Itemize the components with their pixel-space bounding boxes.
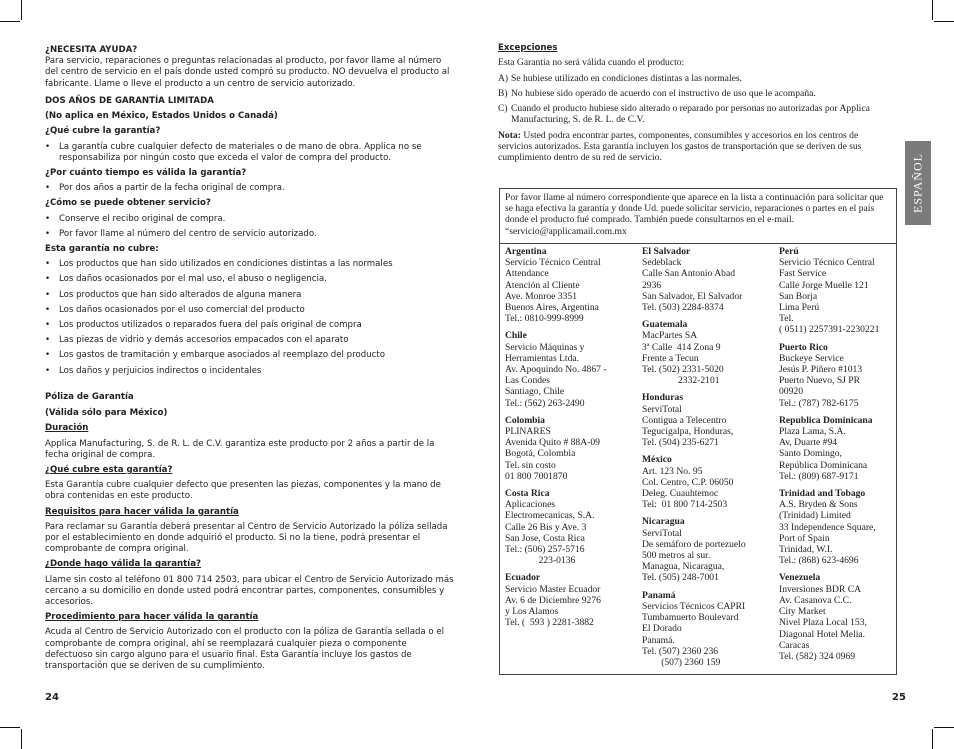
exception-text: Cuando el producto hubiese sido alterado o reparado por personas no autorizadas por Applica Manufacturing, S. de R. L. de C.V. bbox=[511, 103, 870, 126]
country-name: Perú bbox=[779, 246, 799, 257]
address-line: Av. Casanova C.C. bbox=[779, 594, 852, 606]
address-line: Tegucigalpa, Honduras, bbox=[642, 426, 734, 438]
country-name: Guatemala bbox=[642, 319, 688, 331]
country-name: Argentina bbox=[505, 246, 547, 257]
country-name: Chile bbox=[505, 330, 527, 342]
address-line: Caracas bbox=[779, 639, 810, 651]
list-item: • Los productos utilizados o reparados fuera del país original de compra bbox=[45, 320, 455, 331]
crop-mark bbox=[0, 21, 20, 22]
crop-mark bbox=[932, 729, 933, 749]
exceptions-title: Excepciones bbox=[498, 43, 558, 53]
address-line: Calle Jorge Muelle 121 bbox=[779, 279, 869, 291]
exception-item bbox=[498, 88, 898, 99]
exception-text: Se hubiese utilizado en condiciones distintas a las normales. bbox=[511, 72, 742, 84]
exception-letter: B) bbox=[498, 87, 508, 99]
address-line: Tel: 01 800 714-2503 bbox=[642, 499, 728, 511]
country-entry bbox=[642, 246, 776, 313]
country-entry bbox=[642, 392, 776, 448]
address-line: 2332-2101 bbox=[642, 375, 720, 387]
address-line: Port of Spain bbox=[779, 532, 830, 544]
question-donde: ¿Donde hago válida la garantía? bbox=[45, 559, 201, 570]
address-line: Managua, Nicaragua, bbox=[642, 561, 725, 573]
address-line: Tel.: (809) 687-9171 bbox=[779, 470, 859, 482]
list-item: • Por favor llame al número del centro de servicio autorizado. bbox=[45, 229, 455, 240]
address-line: Lima Perú bbox=[779, 302, 820, 314]
page-number-right: 25 bbox=[892, 692, 906, 703]
crop-mark bbox=[934, 21, 954, 22]
address-line: 500 metros al sur. bbox=[642, 550, 711, 562]
address-line: Electromecanicas, S.A. bbox=[505, 510, 595, 522]
country-column bbox=[779, 246, 896, 662]
list-item: • Por dos años a partir de la fecha original de compra. bbox=[45, 183, 455, 194]
question-cubre: ¿Qué cubre esta garantía? bbox=[45, 465, 173, 476]
address-line: Tel.: (868) 623-4696 bbox=[779, 555, 859, 567]
address-line: Trinidad, W.I. bbox=[779, 544, 833, 556]
address-line: Diagonal Hotel Melia. bbox=[779, 628, 866, 640]
note bbox=[498, 130, 893, 164]
address-line: Av. 6 de Diciembre 9276 bbox=[505, 594, 601, 606]
crop-mark bbox=[21, 0, 22, 20]
requisitos-body: Para reclamar su Garantía deberá presentar al Centro de Servicio Autorizado la póliza sellada por el establecimiento en donde adquirió el producto. Si no la tiene, podrá presentar el comprobante de compra original. bbox=[45, 521, 448, 555]
country-entry bbox=[505, 488, 637, 566]
exception-letter: A) bbox=[498, 72, 509, 84]
help-section bbox=[45, 45, 455, 90]
question-time: ¿Por cuánto tiempo es válida la garantía? bbox=[45, 168, 247, 179]
list-item: • Los productos que han sido alterados de alguna manera bbox=[45, 290, 455, 301]
address-line: Tel.: 0810-999-8999 bbox=[505, 313, 584, 325]
exception-text: No hubiese sido operado de acuerdo con el instructivo de uso que le acompaña. bbox=[511, 87, 816, 99]
address-line: Tel.: (506) 257-5716 bbox=[505, 544, 585, 556]
country-entry bbox=[505, 246, 637, 324]
country-name: Trinidad and Tobago bbox=[779, 488, 866, 500]
address-line: Atención al Cliente bbox=[505, 279, 580, 291]
crop-mark bbox=[0, 727, 20, 728]
address-line: Tel. ( 593 ) 2281-3882 bbox=[505, 617, 594, 629]
address-line: República Dominicana bbox=[779, 459, 868, 471]
address-line: Herramientas Ltda. bbox=[505, 352, 580, 364]
language-tab bbox=[905, 141, 931, 225]
address-line: MacPartes SA bbox=[642, 330, 698, 342]
address-line: 00920 bbox=[779, 386, 803, 398]
address-line: Servicio Máquinas y bbox=[505, 341, 585, 353]
country-entry bbox=[779, 415, 896, 482]
address-line: Tumbamuerto Boulevard bbox=[642, 612, 739, 624]
address-line: ServiTotal bbox=[642, 403, 682, 415]
address-line: y Los Alamos bbox=[505, 606, 559, 618]
address-line: Tel.: (787) 782-6175 bbox=[779, 397, 859, 409]
address-line: Tel. sin costo bbox=[505, 459, 556, 471]
warranty-title: DOS AÑOS DE GARANTÍA LIMITADA bbox=[45, 96, 214, 106]
address-line: Av, Duarte #94 bbox=[779, 437, 838, 449]
list-item: • La garantía cubre cualquier defecto de materiales o de mano de obra. Applica no se responsabiliza por ningún costo que exceda el valor de compra del producto. bbox=[45, 142, 455, 164]
country-column bbox=[505, 246, 637, 629]
country-name: Ecuador bbox=[505, 572, 541, 584]
exception-item bbox=[498, 103, 891, 126]
exceptions-section bbox=[498, 43, 898, 164]
country-name: Panamá bbox=[642, 589, 676, 601]
country-entry bbox=[505, 330, 637, 408]
address-line: Avenida Quito # 88A-09 bbox=[505, 437, 600, 449]
country-entry bbox=[642, 590, 776, 668]
address-line: Jesús P. Piñero #1013 bbox=[779, 364, 863, 376]
exception-letter: C) bbox=[498, 103, 508, 115]
exception-item bbox=[498, 73, 898, 84]
address-line: Servicios Técnicos CAPRI bbox=[642, 600, 746, 612]
country-entry bbox=[779, 488, 896, 566]
country-name: Puerto Rico bbox=[779, 341, 828, 353]
address-line: Santiago, Chile bbox=[505, 386, 565, 398]
cubre-body: Esta Garantía cubre cualquier defecto que presenten las piezas, componentes y la mano de obra contenidas en este producto. bbox=[45, 480, 441, 502]
address-line: Calle San Antonio Abad bbox=[642, 268, 735, 280]
country-entry bbox=[779, 572, 896, 662]
address-line: Tel. (582) 324 0969 bbox=[779, 650, 856, 662]
address-line: Contigua a Telecentro bbox=[642, 414, 727, 426]
address-line: Col. Centro, C.P. 06050 bbox=[642, 476, 734, 488]
address-line: Servicio Master Ecuador bbox=[505, 583, 601, 595]
address-line: De semáforo de portezuelo bbox=[642, 538, 746, 550]
address-line: Av. Apoquindo No. 4867 - bbox=[505, 364, 607, 376]
address-line: 223-0136 bbox=[505, 555, 576, 567]
address-line: San Borja bbox=[779, 290, 818, 302]
duracion-title: Duración bbox=[45, 423, 89, 434]
country-column bbox=[642, 246, 776, 668]
service-centers-box bbox=[499, 188, 897, 675]
question-how: ¿Cómo se puede obtener servicio? bbox=[45, 198, 211, 209]
crop-mark bbox=[21, 729, 22, 749]
address-line: ( 0511) 2257391-2230221 bbox=[779, 324, 880, 336]
address-line: Tel. (504) 235-6271 bbox=[642, 437, 719, 449]
exceptions-intro: Esta Garantía no será válida cuando el producto: bbox=[498, 57, 685, 69]
address-line: PLINARES bbox=[505, 426, 551, 438]
procedimiento-title: Procedimiento para hacer válida la garantía bbox=[45, 612, 259, 623]
poliza-section bbox=[45, 392, 455, 672]
note-label: Nota: bbox=[498, 129, 521, 141]
address-line: Panamá. bbox=[642, 634, 675, 646]
address-line: A.S. Bryden & Sons bbox=[779, 499, 858, 511]
country-name: Costa Rica bbox=[505, 488, 550, 500]
country-name: El Salvador bbox=[642, 246, 691, 257]
address-line: Ave. Monroe 3351 bbox=[505, 290, 578, 302]
country-name: Nicaragua bbox=[642, 516, 685, 528]
address-line: San Jose, Costa Rica bbox=[505, 532, 585, 544]
poliza-title: Póliza de Garantía bbox=[45, 392, 134, 402]
address-line: Calle 26 Bis y Ave. 3 bbox=[505, 521, 587, 533]
address-line: Nivel Plaza Local 153, bbox=[779, 617, 867, 629]
country-name: Venezuela bbox=[779, 572, 821, 584]
address-line: Plaza Lama, S.A. bbox=[779, 426, 846, 438]
address-line: Servicio Técnico Central bbox=[779, 257, 875, 269]
list-item: • Los daños y perjuicios indirectos o incidentales bbox=[45, 366, 455, 377]
address-line: Tel. (507) 2360 236 bbox=[642, 645, 719, 657]
country-name: Honduras bbox=[642, 392, 684, 404]
duracion-body: Applica Manufacturing, S. de R. L. de C.V. garantiza este producto por 2 años a partir de la fecha original de compra. bbox=[45, 438, 435, 460]
note-body: Usted podra encontrar partes, componentes, consumibles y accesorios en los centros de servicios autorizados. Esta garantía incluyen los gastos de transportación que se deriven de sus cumplimiento dentro de su red de servicio. bbox=[498, 129, 862, 164]
address-line: Inversiones BDR CA bbox=[779, 583, 862, 595]
address-line: Sedeblack bbox=[642, 257, 682, 269]
country-entry bbox=[505, 415, 637, 482]
address-line: 01 800 7001870 bbox=[505, 470, 568, 482]
help-title: ¿NECESITA AYUDA? bbox=[45, 45, 138, 55]
address-line: City Market bbox=[779, 606, 826, 618]
address-line: ServiTotal bbox=[642, 527, 682, 539]
address-line: Tel. (502) 2331-5020 bbox=[642, 364, 724, 376]
language-tab-label: ESPAÑOL bbox=[910, 153, 925, 213]
address-line: Aplicaciones bbox=[505, 499, 556, 511]
list-item: • Las piezas de vidrio y demás accesorios empacados con el aparato bbox=[45, 335, 455, 346]
requisitos-title: Requisitos para hacer válida la garantía bbox=[45, 506, 239, 517]
page-number-left: 24 bbox=[45, 692, 59, 703]
crop-mark bbox=[934, 727, 954, 728]
address-line: Servicio Técnico Central bbox=[505, 257, 601, 269]
list-item: • Conserve el recibo original de compra. bbox=[45, 214, 455, 225]
country-entry bbox=[505, 572, 637, 628]
country-entry bbox=[779, 342, 896, 409]
crop-mark bbox=[932, 0, 933, 20]
procedimiento-body: Acuda al Centro de Servicio Autorizado con el producto con la póliza de Garantía sellada o el comprobante de compra original, ahí se reemplazará cualquier pieza o componente defectuoso sin cargo alguno para el usuario final. Esta Garantía incluye los gastos de transportación que se deriven de su cumplimiento. bbox=[45, 627, 445, 672]
address-line: Buckeye Service bbox=[779, 352, 844, 364]
list-item: • Los daños ocasionados por el mal uso, el abuso o negligencia. bbox=[45, 274, 455, 285]
address-line: Santo Domingo, bbox=[779, 448, 842, 460]
country-name: Republica Dominicana bbox=[779, 414, 873, 426]
address-line: Tel.: (562) 263-2490 bbox=[505, 397, 585, 409]
address-line: San Salvador, El Salvador bbox=[642, 290, 743, 302]
address-line: Tel. bbox=[779, 313, 794, 325]
warranty-subtitle: (No aplica en México, Estados Unidos o Canadá) bbox=[45, 111, 278, 122]
address-line: Art. 123 No. 95 bbox=[642, 465, 703, 477]
country-entry bbox=[642, 516, 776, 583]
address-line: Las Condes bbox=[505, 375, 551, 387]
country-entry bbox=[642, 454, 776, 510]
list-item: • Los gastos de tramitación y embarque asociados al reemplazo del producto bbox=[45, 350, 455, 361]
address-line: Puerto Nuevo, SJ PR bbox=[779, 375, 861, 387]
list-item: • Los daños ocasionados por el uso comercial del producto bbox=[45, 305, 455, 316]
divider bbox=[500, 243, 896, 244]
address-line: Bogotá, Colombia bbox=[505, 448, 576, 460]
poliza-subtitle: (Válida sólo para México) bbox=[45, 408, 168, 419]
address-line: Buenos Aires, Argentina bbox=[505, 302, 599, 314]
country-entry bbox=[642, 319, 776, 386]
address-line: Fast Service bbox=[779, 268, 827, 280]
help-body: Para servicio, reparaciones o preguntas relacionadas al producto, por favor llame al número del centro de servicio en el país donde usted compró su producto. NO devuelva el producto al fabricante. Llame o lleve el producto a un centro de servicio autorizado. bbox=[45, 56, 450, 89]
address-line: Tel. (503) 2284-8374 bbox=[642, 302, 724, 314]
address-line: (Trinidad) Limited bbox=[779, 510, 851, 522]
country-entry bbox=[779, 246, 896, 336]
address-line: Attendance bbox=[505, 268, 549, 280]
question-cover: ¿Qué cubre la garantía? bbox=[45, 126, 161, 137]
list-item: • Los productos que han sido utilizados en condiciones distintas a las normales bbox=[45, 259, 455, 270]
address-line: (507) 2360 159 bbox=[642, 656, 721, 668]
address-line: El Dorado bbox=[642, 623, 682, 635]
address-line: Tel. (505) 248-7001 bbox=[642, 572, 719, 584]
address-line: Frente a Tecun bbox=[642, 352, 699, 364]
address-line: 2936 bbox=[642, 279, 662, 291]
donde-body: Llame sin costo al teléfono 01 800 714 2503, para ubicar el Centro de Servicio Autorizado más cercano a su domicilio en donde usted podrá encontrar partes, componentes, consumibles y accesorios. bbox=[45, 574, 454, 608]
address-line: Deleg. Cuauhtemoc bbox=[642, 488, 719, 500]
warranty-section bbox=[45, 96, 455, 377]
address-line: 3ª Calle 414 Zona 9 bbox=[642, 341, 721, 353]
not-cover-title: Esta garantía no cubre: bbox=[45, 244, 159, 255]
country-name: Colombia bbox=[505, 414, 545, 426]
address-line: 33 Independence Square, bbox=[779, 521, 876, 533]
service-intro: Por favor llame al número correspondiente que aparece en la lista a continuación para solicitar que se haga efectiva la garantía y donde Ud. puede solicitar servicio, reparaciones o partes en el país donde el producto fué comprado. También puede consultarnos en el e-mail. “servicio@applicamail.com.mx bbox=[505, 192, 884, 237]
country-name: México bbox=[642, 454, 672, 466]
